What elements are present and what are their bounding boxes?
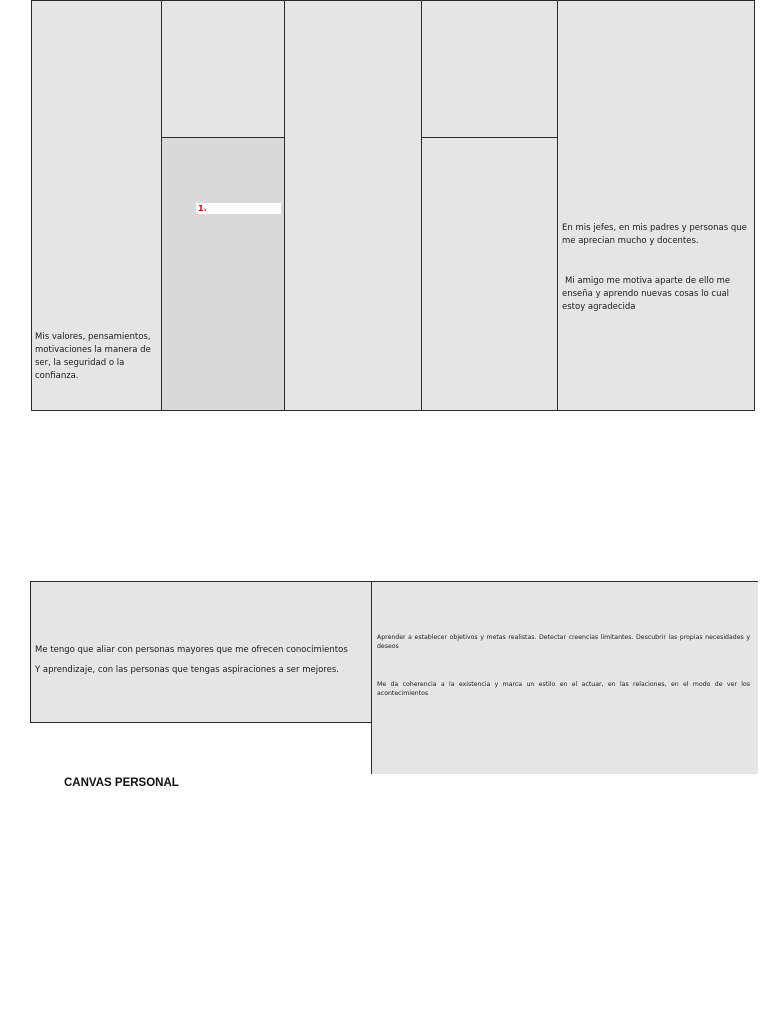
canvas-column-3 [284,0,422,411]
canvas-column-2-top [161,0,285,138]
marker-field [196,203,281,214]
page-heading: CANVAS PERSONAL [64,777,179,789]
column-1-text: Mis valores, pensamientos, motivaciones la manera de ser, la seguridad o la confianza. [35,332,151,381]
column-5-text-1: En mis jefes, en mis padres y personas que me aprecian mucho y docentes. [562,223,747,246]
canvas-column-4-bottom [421,137,558,411]
column-5-text-2: Mi amigo me motiva aparte de ello me enseña y aprendo nuevas cosas lo cual estoy agradecida [562,276,731,312]
bottom-left-line-1: Me tengo que aliar con personas mayores que me ofrecen conocimientos [35,645,348,655]
canvas-column-2-bottom [161,137,285,411]
canvas-column-4-top [421,0,558,138]
marker-number: 1. [198,204,207,213]
canvas-column-5 [557,0,755,411]
bottom-left-line-2: Y aprendizaje, con las personas que tengas aspiraciones a ser mejores. [35,665,339,675]
bottom-right-paragraph-2: Me da coherencia a la existencia y marca un estilo en el actuar, en las relaciones, en el modo de ver los acontecimientos [377,681,750,697]
bottom-right-paragraph-1: Aprender a establecer objetivos y metas realistas. Detectar creencias limitantes. Descubrir las propias necesidades y deseos [377,634,750,650]
bottom-right-cell [371,581,758,774]
